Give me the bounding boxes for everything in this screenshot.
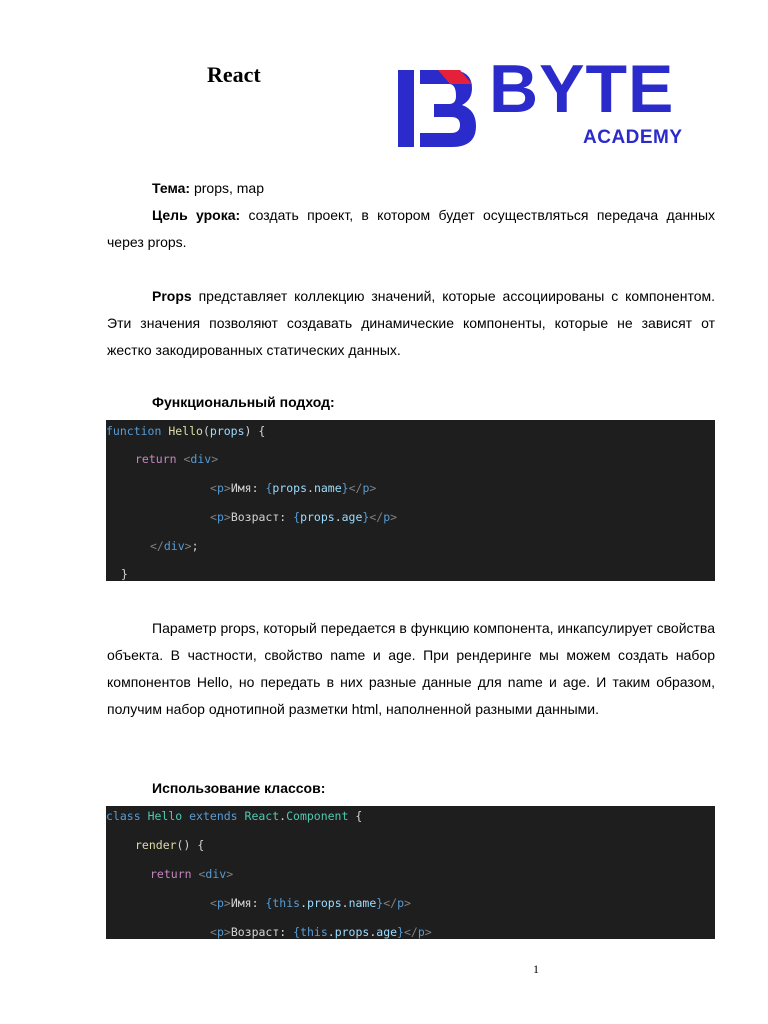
- logo-subtitle: ACADEMY: [583, 127, 683, 148]
- page-number: 1: [533, 962, 539, 976]
- functional-heading: Функциональный подход:: [152, 394, 335, 410]
- code-line: return <div>: [135, 452, 219, 466]
- byte-academy-logo: [394, 51, 694, 150]
- code-line: return <div>: [150, 867, 234, 881]
- topic-label: Тема:: [152, 180, 191, 196]
- goal-paragraph: [107, 202, 715, 256]
- code-block-functional: [106, 420, 715, 581]
- code-line: }: [121, 567, 128, 581]
- code-line: class Hello extends React.Component {: [106, 809, 363, 823]
- props-intro-text: представляет коллекцию значений, которые ассоциированы с компонентом. Эти значения позволяют создавать динамические компоненты, которые не зависят от жестко закодированных статических данных.: [107, 288, 715, 358]
- code-line: render() {: [135, 838, 205, 852]
- topic-line: [107, 175, 715, 202]
- goal-label: Цель урока:: [152, 207, 241, 223]
- explanation-text: Параметр props, который передается в функцию компонента, инкапсулирует свойства объекта. В частности, свойство name и age. При рендеринге мы можем создать набор компонентов Hello, но передать в них разные данные для name и age. И таким образом, получим набор однотипной разметки html, наполненной разными данными.: [107, 620, 715, 717]
- logo-wordmark: BYTE: [489, 51, 675, 127]
- document-title: React: [207, 62, 261, 87]
- code-line: </div>;: [150, 539, 199, 553]
- classes-heading: Использование классов:: [152, 780, 326, 796]
- logo-b-mark-icon: [394, 64, 486, 150]
- topic-value: props, map: [190, 180, 265, 196]
- explanation-paragraph: [107, 615, 715, 723]
- code-line: <p>Возраст: {this.props.age}</p>: [210, 925, 432, 939]
- goal-value: создать проект, в котором будет осуществляться передача данных через props.: [107, 207, 716, 250]
- code-line: <p>Возраст: {props.age}</p>: [210, 510, 398, 524]
- props-term: Props: [152, 288, 192, 304]
- code-line: <p>Имя: {this.props.name}</p>: [210, 896, 411, 910]
- props-intro-paragraph: [107, 283, 715, 364]
- code-line: function Hello(props) {: [106, 424, 266, 438]
- code-block-class: [106, 806, 715, 939]
- code-line: <p>Имя: {props.name}</p>: [210, 481, 377, 495]
